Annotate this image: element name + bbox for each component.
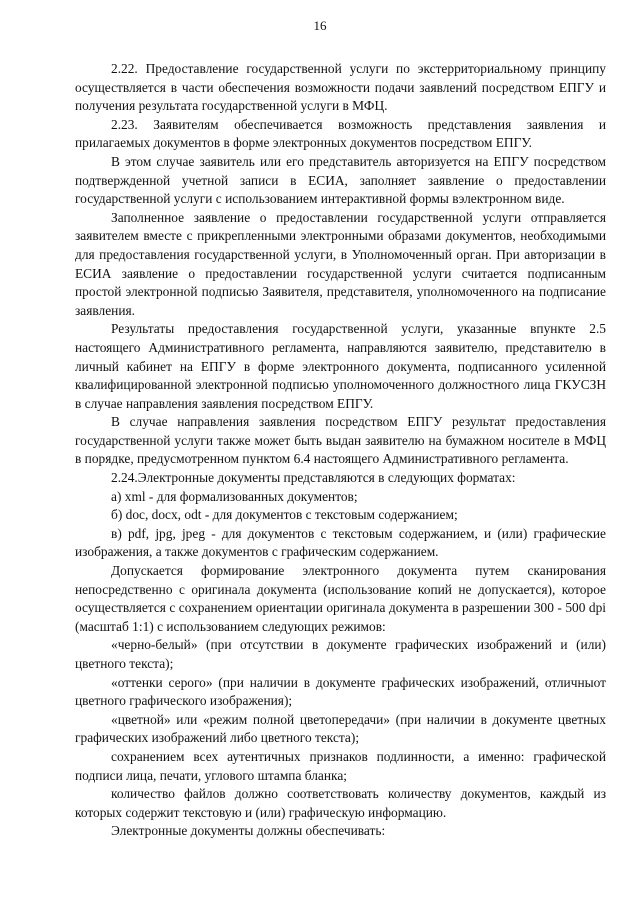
paragraph-2-24: 2.24.Электронные документы представляются в следующих форматах: xyxy=(111,470,516,486)
list-item-mode-gray: «оттенки серого» (при наличии в документе графических изображений, отличныот цветного графического изображения); xyxy=(75,674,606,709)
list-item-authenticity: сохранением всех аутентичных признаков подлинности, а именно: графической подписи лица, печати, углового штампа бланка; xyxy=(75,748,606,783)
paragraph-results: Результаты предоставления государственной услуги, указанные впункте 2.5 настоящего Административного регламента, направляются заявителю, представителю в личный кабинет на ЕПГУ в форме электронного документа, подписанного усиленной квалифицированной электронной подписью уполномоченного должностного лица ГКУСЗН в случае направления заявления посредством ЕПГУ. xyxy=(75,321,606,411)
list-item-mode-bw: «черно-белый» (при отсутствии в документе графических изображений и (или) цветного текста); xyxy=(75,637,606,671)
page-number: 16 xyxy=(313,18,327,33)
document-body xyxy=(75,60,606,841)
list-item-format-v: в) pdf, jpg, jpeg - для документов с текстовым содержанием, и (или) графические изображения, а также документов с графическим содержанием. xyxy=(75,525,606,560)
paragraph-paper-result: В случае направления заявления посредством ЕПГУ результат предоставления государственной услуги также может быть выдан заявителю на бумажном носителе в МФЦ в порядке, предусмотренном пунктом 6.4 настоящего Административного регламента. xyxy=(75,414,606,467)
paragraph-requirements: Электронные документы должны обеспечивать: xyxy=(111,823,386,839)
list-item-format-b: б) doc, docx, odt - для документов с текстовым содержанием; xyxy=(111,507,458,523)
list-item-mode-color: «цветной» или «режим полной цветопередачи» (при наличии в документе цветных графических изображений либо цветного текста); xyxy=(75,711,606,746)
paragraph-authorization: В этом случае заявитель или его представитель авторизуется на ЕПГУ посредством подтвержденной учетной записи в ЕСИА, заполняет заявление о предоставлении государственной услуги с использованием интерактивной формы вэлектронном виде. xyxy=(75,153,606,207)
paragraph-scanning: Допускается формирование электронного документа путем сканирования непосредственно с оригинала документа (использование копий не допускается), которое осуществляется с сохранением ориентации оригинала документа в разрешении 300 - 500 dpi (масштаб 1:1) с использованием следующих режимов: xyxy=(75,563,606,634)
list-item-format-a: а) xml - для формализованных документов; xyxy=(111,488,358,504)
paragraph-2-22: 2.22. Предоставление государственной услуги по экстерриториальному принципу осуществляется в части обеспечения возможности подачи заявлений посредством ЕПГУ и получения результата государственной услуги в МФЦ. xyxy=(75,61,606,114)
paragraph-submission: Заполненное заявление о предоставлении государственной услуги отправляется заявителем вместе с прикрепленными электронными образами документов, необходимыми для предоставления государственной услуги, в Уполномоченный орган. При авторизации в ЕСИА заявление о предоставлении государственной услуги считается подписанным простой электронной подписью Заявителя, представителя, уполномоченного на подписание заявления. xyxy=(75,209,606,318)
paragraph-2-23: 2.23. Заявителям обеспечивается возможность представления заявления и прилагаемых документов в форме электронных документов посредством ЕПГУ. xyxy=(75,116,606,151)
list-item-file-count: количество файлов должно соответствовать количеству документов, каждый из которых содержит текстовую и (или) графическую информацию. xyxy=(75,786,606,820)
